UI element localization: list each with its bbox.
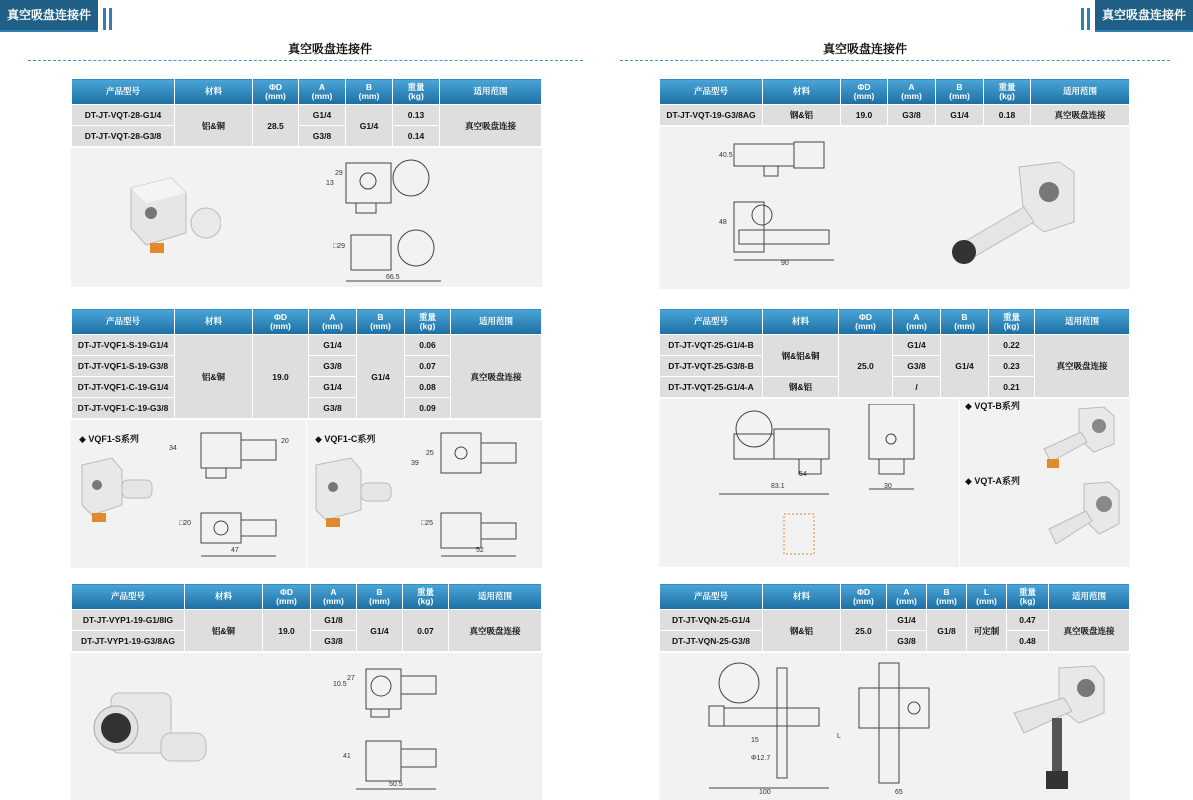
dim-label: 25 [426,450,434,457]
dim-label: 90 [781,260,789,267]
dim-label: 83.1 [771,483,785,490]
cell-a: G3/8 [893,356,941,377]
col-material: 材料 [185,584,263,610]
dim-label: 41 [343,753,351,760]
col-weight: 重量 (kg) [1007,584,1049,610]
table-row [660,335,1130,356]
product-image-area [71,419,542,567]
dim-label: 10.5 [333,681,347,688]
cell-a: G1/4 [299,105,346,126]
header-right-bars [1081,8,1090,30]
product-block-vqf1 [71,308,542,567]
cell-model: DT-JT-VQF1-C-19-G1/4 [72,377,175,398]
dim-label: 30 [884,483,892,490]
product-image-area [659,398,1130,566]
col-d: ΦD (mm) [263,584,311,610]
cell-material: 铝&铜 [175,105,253,147]
cell-material: 钢&铝 [763,105,841,126]
col-d: ΦD (mm) [841,79,888,105]
dim-label: 39 [411,460,419,467]
s-series-3d-render [77,455,157,530]
cell-weight: 0.07 [405,356,451,377]
cell-model: DT-JT-VQN-25-G1/4 [660,610,763,631]
cell-usage: 真空吸盘连接 [449,610,542,652]
spec-table-vqt-25 [659,308,1130,398]
cell-weight: 0.48 [1007,631,1049,652]
col-material: 材料 [763,79,841,105]
dim-label: 20 [281,438,289,445]
header-left-underline [0,30,98,32]
col-a: A (mm) [888,79,936,105]
col-model: 产品型号 [660,584,763,610]
table-row [72,335,542,356]
s-series-drawing [176,428,301,563]
cell-a: G3/8 [309,356,357,377]
table-header [660,309,1130,335]
b-series-3d-render [1039,404,1124,474]
col-weight: 重量 (kg) [403,584,449,610]
cell-model: DT-JT-VQT-25-G1/4-B [660,335,763,356]
col-usage: 适用范围 [451,309,542,335]
cell-model: DT-JT-VQF1-S-19-G3/8 [72,356,175,377]
product-block-vyp1 [71,583,542,800]
dim-label: □29 [333,243,346,250]
cell-b: G1/4 [357,335,405,419]
spec-table-vqt-19 [659,78,1130,126]
cell-model: DT-JT-VQN-25-G3/8 [660,631,763,652]
product-3d-render [86,683,216,788]
dim-label: □25 [421,520,434,527]
product-block-vqt-25 [659,308,1130,566]
cell-usage: 真空吸盘连接 [1049,610,1130,652]
product-block-vqt-19 [659,78,1130,289]
cell-model: DT-JT-VQT-25-G1/4-A [660,377,763,398]
product-image-area [659,126,1130,289]
col-l: L (mm) [967,584,1007,610]
dim-label: 50.5 [389,781,403,788]
product-block-vqn-25 [659,583,1130,800]
right-title-divider [620,60,1170,61]
cell-model: DT-JT-VYP1-19-G3/8AG [72,631,185,652]
dim-label: 100 [759,789,771,796]
dim-label: 40.5 [719,152,733,159]
cell-a: G1/4 [309,377,357,398]
dim-label: 15 [751,737,759,744]
c-series-3d-render [311,455,396,535]
b-series-title: ◆ VQT-B系列 [965,401,1020,411]
left-page-title: 真空吸盘连接件 [287,42,372,56]
dim-label: Φ12.7 [751,755,771,762]
table-header [72,79,542,105]
dim-label: 47 [231,547,239,554]
col-a: A (mm) [299,79,346,105]
cell-a: G3/8 [887,631,927,652]
a-series-3d-render [1044,479,1129,559]
table-header [660,584,1130,610]
cell-d: 28.5 [253,105,299,147]
header-left-bars [103,8,112,30]
cell-b: G1/4 [346,105,393,147]
cell-a: G3/8 [299,126,346,147]
dim-label: 48 [719,219,727,226]
col-a: A (mm) [309,309,357,335]
cell-weight: 0.08 [405,377,451,398]
cell-weight: 0.14 [393,126,440,147]
cell-weight: 0.07 [403,610,449,652]
cell-model: DT-JT-VQT-25-G3/8-B [660,356,763,377]
cell-usage: 真空吸盘连接 [1035,335,1130,398]
cell-model: DT-JT-VQT-28-G1/4 [72,105,175,126]
table-row [660,105,1130,126]
table-row [72,105,542,126]
col-b: B (mm) [357,584,403,610]
col-d: ΦD (mm) [841,584,887,610]
col-model: 产品型号 [660,79,763,105]
col-usage: 适用范围 [1031,79,1130,105]
col-usage: 适用范围 [1035,309,1130,335]
cell-a: G3/8 [309,398,357,419]
col-usage: 适用范围 [440,79,542,105]
dim-label: 66.5 [386,274,400,281]
dim-label: 54 [799,471,807,478]
cell-d: 19.0 [253,335,309,419]
cell-b: G1/8 [927,610,967,652]
header-left-tab: 真空吸盘连接件 [0,0,98,30]
col-weight: 重量 (kg) [405,309,451,335]
cell-a: G3/8 [311,631,357,652]
product-image-area [659,652,1130,800]
cell-d: 25.0 [839,335,893,398]
col-b: B (mm) [941,309,989,335]
table-row [72,610,542,631]
col-d: ΦD (mm) [839,309,893,335]
table-header [660,79,1130,105]
cell-l: 可定制 [967,610,1007,652]
cell-a: G1/4 [309,335,357,356]
cell-a: G1/8 [311,610,357,631]
left-title-divider [28,60,583,61]
col-material: 材料 [763,309,839,335]
spec-table-vyp1 [71,583,542,652]
col-weight: 重量 (kg) [989,309,1035,335]
technical-drawing [316,153,516,288]
spec-table-vqt-28 [71,78,542,147]
spec-table-vqf1 [71,308,542,419]
cell-material: 钢&铝 [763,610,841,652]
c-series-label: ◆ VQF1-C系列 [315,434,376,444]
dim-label: 65 [895,789,903,796]
cell-usage: 真空吸盘连接 [440,105,542,147]
cell-a: / [893,377,941,398]
product-image-area [71,652,542,800]
cell-material: 钢&铝&铜 [763,335,839,377]
col-model: 产品型号 [72,584,185,610]
cell-material: 铝&铜 [175,335,253,419]
dim-label: 27 [347,675,355,682]
a-series-text: VQT-A系列 [974,476,1020,486]
col-b: B (mm) [927,584,967,610]
cell-a: G3/8 [888,105,936,126]
c-series-text: VQF1-C系列 [324,434,376,444]
technical-drawing [699,658,959,798]
product-3d-render [949,152,1094,277]
dim-label: 29 [335,170,343,177]
col-model: 产品型号 [660,309,763,335]
cell-weight: 0.13 [393,105,440,126]
table-header [72,584,542,610]
c-series-drawing [416,428,541,563]
cell-usage: 真空吸盘连接 [1031,105,1130,126]
col-model: 产品型号 [72,309,175,335]
col-d: ΦD (mm) [253,79,299,105]
b-series-text: VQT-B系列 [974,401,1020,411]
right-page-title: 真空吸盘连接件 [822,42,907,56]
cell-usage: 真空吸盘连接 [451,335,542,419]
cell-model: DT-JT-VQF1-C-19-G3/8 [72,398,175,419]
header-right-underline [1095,30,1193,32]
col-b: B (mm) [936,79,984,105]
cell-b: G1/4 [941,335,989,398]
col-b: B (mm) [357,309,405,335]
technical-drawing [699,404,959,564]
cell-weight: 0.09 [405,398,451,419]
product-3d-render [126,173,221,258]
cell-weight: 0.22 [989,335,1035,356]
cell-weight: 0.18 [984,105,1031,126]
cell-material: 钢&铝 [763,377,839,398]
col-model: 产品型号 [72,79,175,105]
col-usage: 适用范围 [1049,584,1130,610]
col-weight: 重量 (kg) [393,79,440,105]
technical-drawing [336,661,466,796]
cell-b: G1/4 [936,105,984,126]
cell-a: G1/4 [893,335,941,356]
s-series-label: ◆ VQF1-S系列 [79,434,139,444]
cell-weight: 0.21 [989,377,1035,398]
header-right-tab: 真空吸盘连接件 [1095,0,1193,30]
spec-table-vqn-25 [659,583,1130,652]
cell-model: DT-JT-VQF1-S-19-G1/4 [72,335,175,356]
col-weight: 重量 (kg) [984,79,1031,105]
cell-b: G1/4 [357,610,403,652]
cell-model: DT-JT-VQT-19-G3/8AG [660,105,763,126]
cell-model: DT-JT-VQT-28-G3/8 [72,126,175,147]
s-series-text: VQF1-S系列 [88,434,139,444]
col-usage: 适用范围 [449,584,542,610]
cell-weight: 0.23 [989,356,1035,377]
cell-d: 19.0 [263,610,311,652]
cell-d: 25.0 [841,610,887,652]
cell-a: G1/4 [887,610,927,631]
table-header [72,309,542,335]
cell-material: 铝&铜 [185,610,263,652]
cell-weight: 0.06 [405,335,451,356]
col-a: A (mm) [311,584,357,610]
a-series-title: ◆ VQT-A系列 [965,476,1020,486]
cell-model: DT-JT-VYP1-19-G1/8IG [72,610,185,631]
dim-label: 13 [326,180,334,187]
col-d: ΦD (mm) [253,309,309,335]
col-a: A (mm) [893,309,941,335]
table-row [660,610,1130,631]
col-material: 材料 [175,79,253,105]
product-image-area [71,147,542,287]
cell-weight: 0.47 [1007,610,1049,631]
dim-label: 34 [169,445,177,452]
col-material: 材料 [763,584,841,610]
dim-label: □20 [179,520,192,527]
cell-d: 19.0 [841,105,888,126]
col-b: B (mm) [346,79,393,105]
dim-label: L [837,733,841,740]
dim-label: 52 [476,547,484,554]
product-block-vqt-28 [71,78,542,287]
product-3d-render [1004,663,1119,798]
col-material: 材料 [175,309,253,335]
col-a: A (mm) [887,584,927,610]
